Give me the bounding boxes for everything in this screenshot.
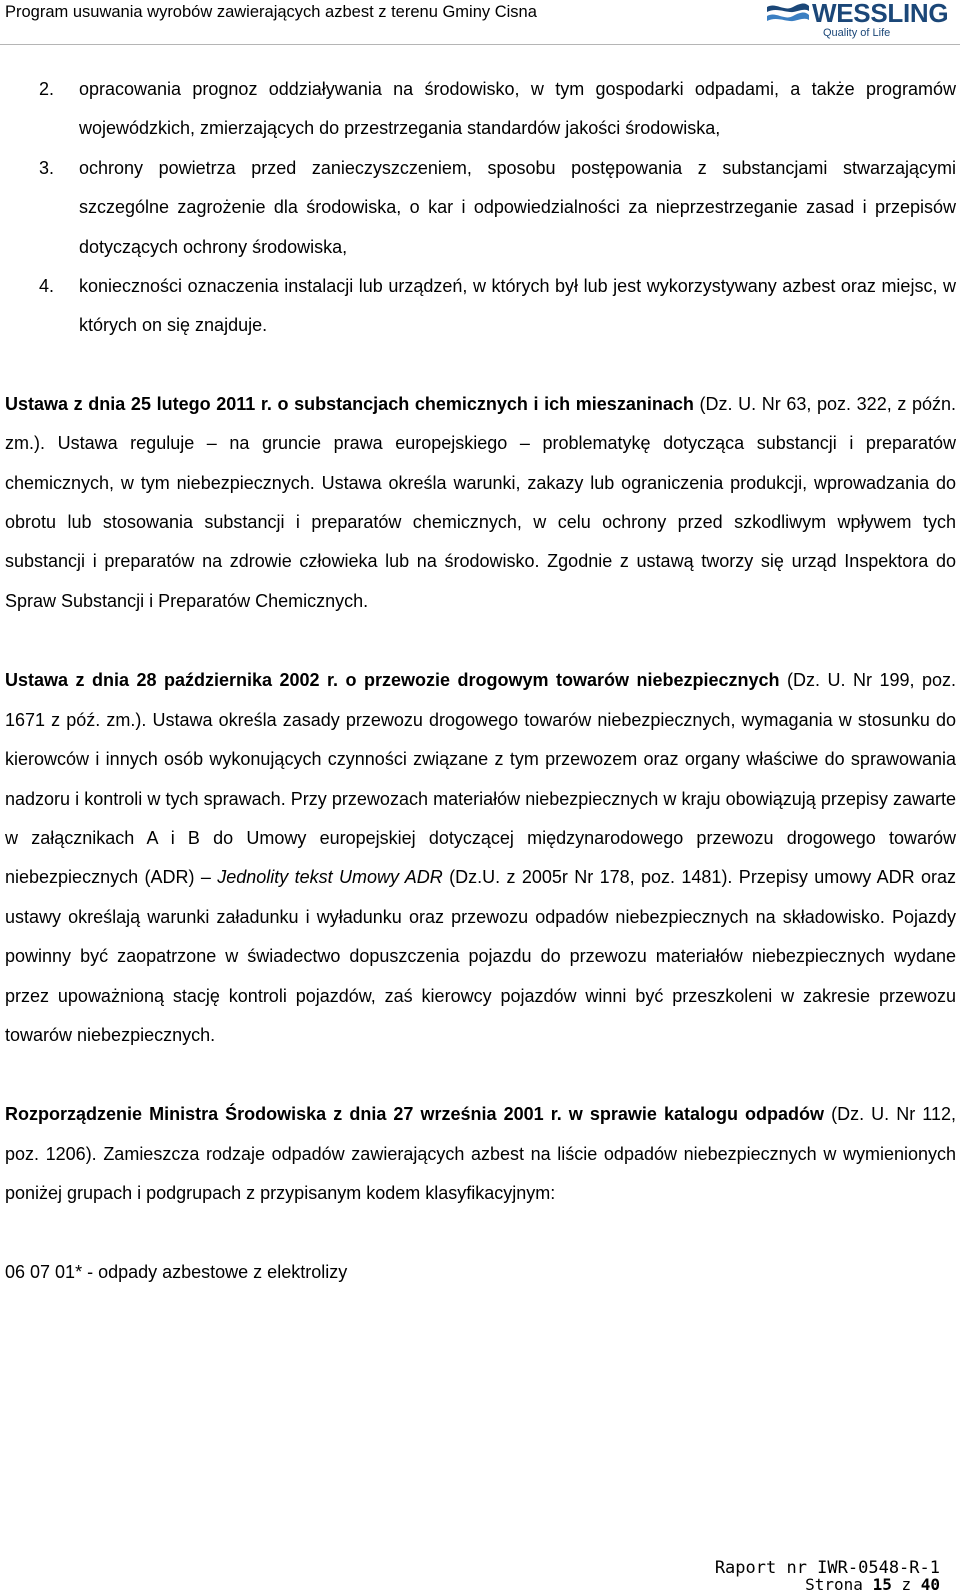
document-body bbox=[5, 70, 956, 1292]
report-id: IWR-0548-R-1 bbox=[817, 1558, 940, 1578]
list-item-text: opracowania prognoz oddziaływania na środowisko, w tym gospodarki odpadami, a także programów wojewódzkich, zmierzających do przestrzegania standardów jakości środowiska, bbox=[79, 79, 956, 139]
current-page: 15 bbox=[872, 1575, 892, 1594]
list-item-text: ochrony powietrza przed zanieczyszczeniem, sposobu postępowania z substancjami stwarzającymi szczególne zagrożenie dla środowiska, o kar i odpowiedzialności za nieprzestrzeganie zasad i przepisów dotyczących ochrony środowiska, bbox=[79, 157, 956, 257]
wave-logo-icon bbox=[766, 3, 810, 25]
act-title: Rozporządzenie Ministra Środowiska z dnia 27 września 2001 r. w sprawie katalogu odpadów bbox=[5, 1104, 825, 1125]
page-separator: z bbox=[891, 1575, 921, 1594]
list-item bbox=[5, 70, 956, 149]
paragraph-text: (Dz. U. Nr 112, poz. 1206). Zamieszcza rodzaje odpadów zawierających azbest na liście odpadów niebezpiecznych w wymienionych poniżej grupach i podgrupach z przypisanym kodem klasyfikacyjnym: bbox=[5, 1104, 956, 1204]
act-title: Ustawa z dnia 25 lutego 2011 r. o substancjach chemicznych i ich mieszaninach bbox=[5, 393, 694, 414]
paragraph-text: (Dz.U. z 2005r Nr 178, poz. 1481). Przepisy umowy ADR oraz ustawy określają warunki załadunku i wyładunku oraz przewozu odpadów niebezpiecznych na składowisko. Pojazdy powinny być zaopatrzone w świadectwo dopuszczenia pojazdu do przewozu materiałów niebezpiecznych wydane przez upoważnioną stację kontroli pojazdów, zaś kierowcy pojazdów winni być przeszkoleni w zakresie przewozu towarów niebezpiecznych. bbox=[5, 867, 956, 1045]
paragraph-substancje-chemiczne bbox=[5, 385, 956, 621]
list-item-number: 3. bbox=[39, 157, 55, 178]
spacer bbox=[5, 1055, 956, 1095]
paragraph-text: (Dz. U. Nr 63, poz. 322, z późn. zm.). Ustawa reguluje – na gruncie prawa europejskiego – problematykę dotycząca substancji i preparatów chemicznych, w tym niebezpiecznych. Ustawa określa warunki, zakazy lub ograniczenia produkcji, wprowadzania do obrotu lub stosowania substancji i preparatów chemicznych, w celu ochrony przed szkodliwym wpływem tych substancji i preparatów na zdrowie człowieka lub na środowisko. Zgodnie z ustawą tworzy się urząd Inspektora do Spraw Substancji i Preparatów Chemicznych. bbox=[5, 393, 957, 611]
wessling-logo bbox=[766, 2, 960, 42]
report-label: Raport nr bbox=[714, 1558, 818, 1578]
list-item-text: konieczności oznaczenia instalacji lub urządzeń, w których był lub jest wykorzystywany azbest oraz miejsc, w których on się znajduje. bbox=[79, 276, 956, 336]
paragraph-katalog-odpadow bbox=[5, 1095, 956, 1213]
list-item bbox=[5, 267, 956, 346]
italic-reference: Jednolity tekst Umowy ADR bbox=[217, 867, 443, 888]
spacer bbox=[5, 1214, 956, 1253]
paragraph-przewoz-drogowy bbox=[5, 661, 956, 1055]
spacer bbox=[5, 621, 956, 661]
total-pages: 40 bbox=[920, 1575, 940, 1594]
waste-code-line: 06 07 01* - odpady azbestowe z elektrolizy bbox=[5, 1261, 348, 1282]
document-title: Program usuwania wyrobów zawierających azbest z terenu Gminy Cisna bbox=[5, 3, 537, 21]
page-label: Strona bbox=[805, 1575, 873, 1594]
spacer bbox=[5, 346, 956, 385]
logo-tagline: Quality of Life bbox=[823, 27, 891, 39]
numbered-list bbox=[5, 70, 956, 346]
paragraph-text: (Dz. U. Nr 199, poz. 1671 z póź. zm.). Ustawa określa zasady przewozu drogowego towarów niebezpiecznych, wymagania w stosunku do kierowców i innych osób wykonujących czynności związane z tym przewozem oraz organy właściwe do sprawowania nadzoru i kontroli w tych sprawach. Przy przewozach materiałów niebezpiecznych w kraju obowiązują przepisy zawarte w załącznikach A i B do Umowy europejskiej dotyczącej międzynarodowego przewozu drogowego towarów niebezpiecznych (ADR) – bbox=[5, 670, 956, 888]
act-title: Ustawa z dnia 28 października 2002 r. o przewozie drogowym towarów niebezpiecznych bbox=[5, 670, 780, 691]
logo-wordmark: WESSLING bbox=[812, 0, 949, 28]
header-divider bbox=[0, 44, 960, 45]
list-item-number: 4. bbox=[39, 276, 55, 297]
page-header bbox=[0, 0, 960, 46]
list-item-number: 2. bbox=[39, 79, 55, 99]
list-item bbox=[5, 149, 956, 267]
page-indicator bbox=[805, 1575, 940, 1594]
